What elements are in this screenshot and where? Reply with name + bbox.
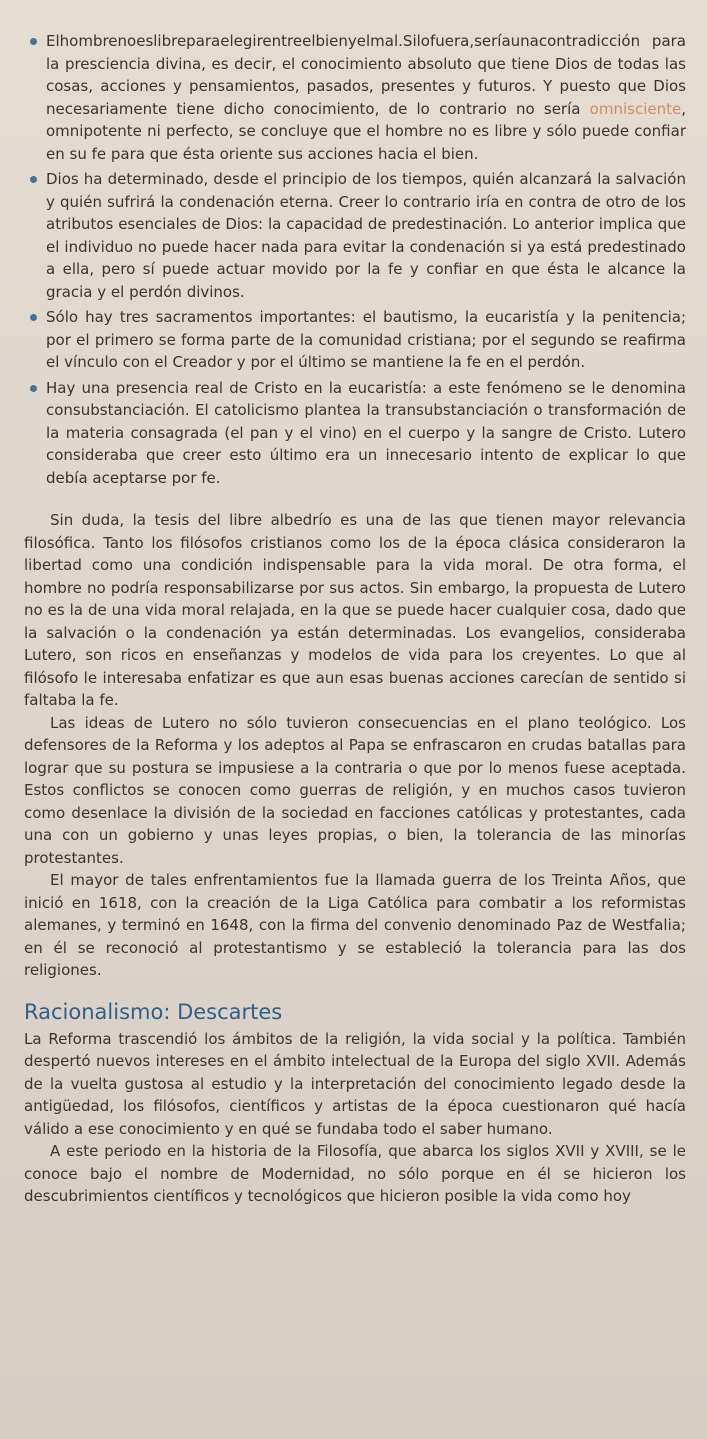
paragraph-reform-intellectual: La Reforma trascendió los ámbitos de la religión, la vida social y la política. También despertó nuevos intereses en el ámbito intelectual de la Europa del siglo XVII. Además de la vuelta gustosa al estudio y la interpretación del conocimiento legado desde la antigüedad, los filósofos, científicos y artistas de la época cuestionaron qué hacía válido a ese conocimiento y en qué se fundaba todo el saber humano. (24, 1029, 686, 1138)
bullet-item-consubstantiation: Hay una presencia real de Cristo en la eucaristía: a este fenómeno se le denomina consubstanciación. El catolicismo plantea la transubstanciación o transformación de la materia consagrada (el pan y el vino) en el cuerpo y la sangre de Cristo. Lutero consideraba que creer esto último era un innecesario intento de explicar lo que debía aceptarse por fe. (24, 377, 686, 490)
text-column (24, 30, 686, 1208)
bullet-item-free-will (24, 30, 686, 165)
bullet-text: , omnipotente ni perfecto, se concluye que el hombre no es libre y sólo puede confiar en su fe para que ésta oriente sus acciones hacia el bien. (46, 99, 686, 163)
luther-theses-list (24, 30, 686, 489)
section-heading: Racionalismo: Descartes (24, 999, 283, 1024)
bullet-item-predestination: Dios ha determinado, desde el principio de los tiempos, quién alcanzará la salvación y quién sufrirá la condenación eterna. Creer lo contrario iría en contra de otro de los atributos esenciales de Dios: la capacidad de predestinación. Lo anterior implica que el individuo no puede hacer nada para evitar la condenación si ya está predestinado a ella, pero sí puede actuar movido por la fe y confiar en que ésta le alcance la gracia y el perdón divinos. (24, 168, 686, 303)
paragraph-free-will: Sin duda, la tesis del libre albedrío es una de las que tienen mayor relevancia filosófica. Tanto los filósofos cristianos como los de la época clásica consideraron la libertad como una condición indispensable para la vida moral. De otra forma, el hombre no podría responsabilizarse por sus actos. Sin embargo, la propuesta de Lutero no es la de una vida moral relajada, en la que se puede hacer cualquier cosa, dado que la salvación o la condenación ya están determinadas. Los evangelios, consideraba Lutero, son ricos en enseñanzas y modelos de vida para los creyentes. Lo que al filósofo le interesaba enfatizar es que aun esas buenas acciones carecían de sentido si faltaba la fe. (24, 511, 686, 709)
paragraph-wars-of-religion: Las ideas de Lutero no sólo tuvieron consecuencias en el plano teológico. Los defensores de la Reforma y los adeptos al Papa se enfrascaron en crudas batallas para lograr que su postura se impusiese a la contraria o que por lo menos fuese aceptada. Estos conflictos se conocen como guerras de religión, y en muchos casos tuvieron como desenlace la división de la sociedad en facciones católicas y protestantes, cada una con un gobierno y unas leyes propias, o bien, la tolerancia de las minorías protestantes. (24, 713, 686, 867)
highlighted-term: omnisciente (589, 99, 682, 118)
paragraph-modernity: A este periodo en la historia de la Filosofía, que abarca los siglos XVII y XVIII, se le conoce bajo el nombre de Modernidad, no sólo porque en él se hicieron los descubrimientos científicos y tecnológicos que hicieron posible la vida como hoy (24, 1142, 686, 1205)
paragraph-thirty-years-war: El mayor de tales enfrentamientos fue la llamada guerra de los Treinta Años, que inició en 1618, con la creación de la Liga Católica para combatir a los reformistas alemanes, y terminó en 1648, con la firma del convenio denominado Paz de Westfalia; en él se reconoció al protestantismo y se estableció la tolerancia para las dos religiones. (24, 871, 686, 979)
bullet-text: Elhombrenoeslibreparaelegirentreelbienyelmal.Silofuera,seríaunacontradicción para la presciencia divina, es decir, el conocimiento absoluto que tiene Dios de todas las cosas, acciones y pensamientos, pasados, presentes y futuros. Y puesto que Dios necesariamente tiene dicho conocimiento, de lo contrario no sería (46, 32, 686, 118)
bullet-item-sacraments: Sólo hay tres sacramentos importantes: el bautismo, la eucaristía y la penitencia; por el primero se forma parte de la comunidad cristiana; por el segundo se reafirma el vínculo con el Creador y por el último se mantiene la fe en el perdón. (24, 306, 686, 374)
